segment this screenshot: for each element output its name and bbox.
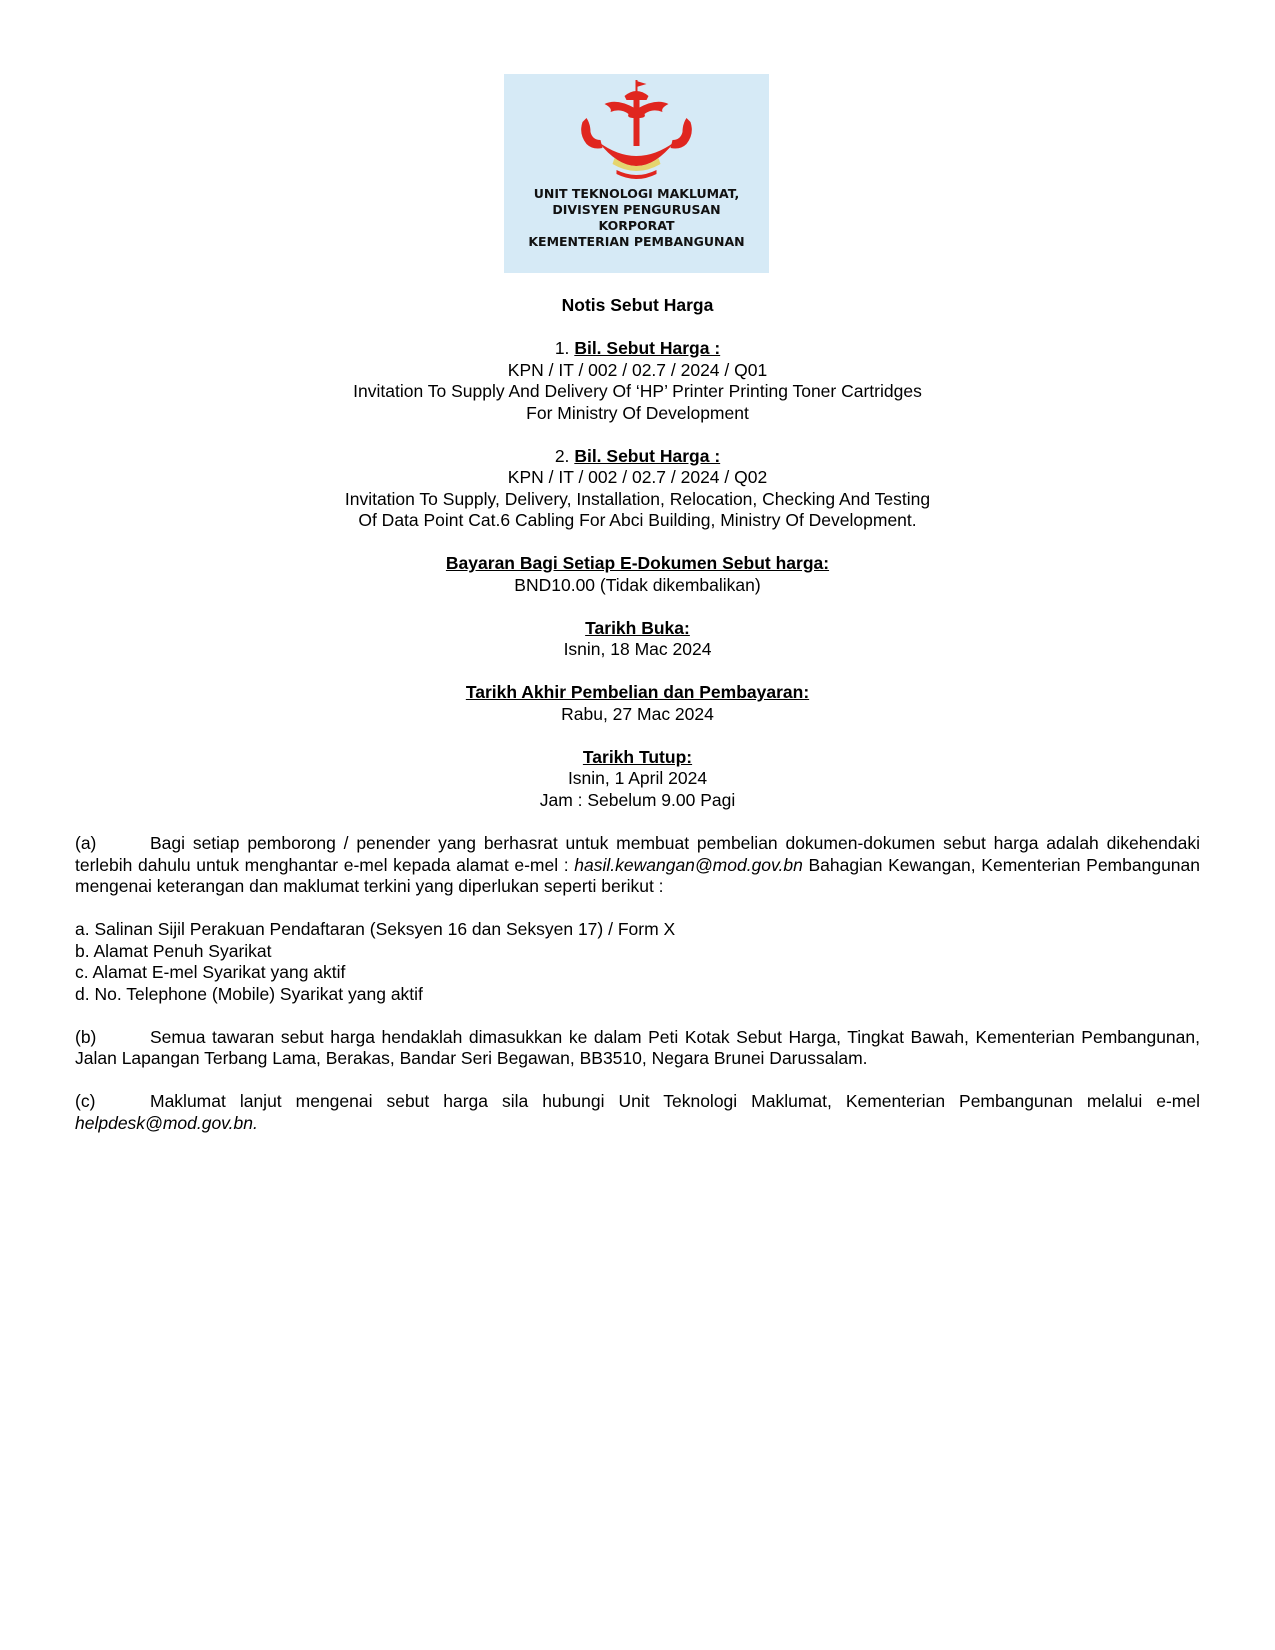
helpdesk-email-link[interactable]: helpdesk@mod.gov.bn. <box>75 1112 258 1133</box>
notice-body <box>75 833 1200 1134</box>
closing-time-value: Jam : Sebelum 9.00 Pagi <box>539 789 736 810</box>
quotation-1-desc-2: For Ministry Of Development <box>526 402 749 423</box>
paragraph-c-text: Maklumat lanjut mengenai sebut harga sila hubungi Unit Teknologi Maklumat, Kementerian Pembangunan melalui e-mel <box>150 1091 1200 1111</box>
paragraph-a-text-1: Bagi setiap pemborong / penender yang berhasrat untuk membuat pembelian dokumen-dokumen sebut harga adalah dikehendaki terlebih dahulu untuk menghantar e-mel kepada alamat e-mel : <box>75 833 1200 875</box>
paragraph-a <box>75 833 1200 898</box>
notice-title: Notis Sebut Harga <box>561 295 714 315</box>
closing-date-heading: Tarikh Tutup: <box>582 746 693 767</box>
list-item: d. No. Telephone (Mobile) Syarikat yang aktif <box>75 983 423 1004</box>
notice-summary <box>200 295 1075 811</box>
logo-line-4: KEMENTERIAN PEMBANGUNAN <box>528 234 745 249</box>
quotation-1-number: 1. <box>554 338 570 358</box>
paragraph-b-text: Semua tawaran sebut harga hendaklah dimasukkan ke dalam Peti Kotak Sebut Harga, Tingkat Bawah, Kementerian Pembangunan, Jalan Lapangan Terbang Lama, Berakas, Bandar Seri Begawan, BB3510, Negara Brunei Darussalam. <box>75 1026 1200 1068</box>
quotation-2-desc-1: Invitation To Supply, Delivery, Installation, Relocation, Checking And Testing <box>344 488 931 509</box>
list-item: b. Alamat Penuh Syarikat <box>75 940 272 961</box>
quotation-2-desc-2: Of Data Point Cat.6 Cabling For Abci Building, Ministry Of Development. <box>358 510 917 530</box>
quotation-2-heading <box>200 446 1075 468</box>
quotation-2-ref: KPN / IT / 002 / 02.7 / 2024 / Q02 <box>507 467 768 487</box>
logo-line-3: KORPORAT <box>598 218 675 233</box>
quotation-2-number: 2. <box>554 445 570 466</box>
paragraph-a-label: (a) <box>75 833 97 853</box>
payment-heading: Bayaran Bagi Setiap E-Dokumen Sebut harga: <box>445 553 830 573</box>
last-purchase-value: Rabu, 27 Mac 2024 <box>561 703 714 724</box>
quotation-2-heading-label: Bil. Sebut Harga : <box>574 445 721 466</box>
paragraph-b <box>75 1027 1200 1070</box>
paragraph-c-label: (c) <box>75 1091 96 1111</box>
paragraph-a-text-2: Bahagian Kewangan, Kementerian Pembangunan mengenai keterangan dan maklumat terkini yang diperlukan seperti berikut : <box>75 854 1200 896</box>
quotation-1-heading <box>200 338 1075 360</box>
last-purchase-heading: Tarikh Akhir Pembelian dan Pembayaran: <box>465 682 810 702</box>
quotation-1-heading-label: Bil. Sebut Harga : <box>574 338 721 358</box>
closing-date-value: Isnin, 1 April 2024 <box>567 768 708 788</box>
requirements-list <box>75 919 1200 1005</box>
list-item: c. Alamat E-mel Syarikat yang aktif <box>75 962 346 982</box>
finance-email-link[interactable]: hasil.kewangan@mod.gov.bn <box>574 854 803 875</box>
logo-line-2: DIVISYEN PENGURUSAN <box>552 202 721 217</box>
open-date-heading: Tarikh Buka: <box>585 617 690 638</box>
quotation-1-desc-1: Invitation To Supply And Delivery Of ‘HP’ Printer Printing Toner Cartridges <box>353 381 922 401</box>
list-item: a. Salinan Sijil Perakuan Pendaftaran (Seksyen 16 dan Seksyen 17) / Form X <box>75 919 676 939</box>
logo-text <box>504 186 769 250</box>
paragraph-b-label: (b) <box>75 1026 97 1047</box>
open-date-value: Isnin, 18 Mac 2024 <box>563 639 712 659</box>
logo-line-1: UNIT TEKNOLOGI MAKLUMAT, <box>533 186 740 201</box>
payment-value: BND10.00 (Tidak dikembalikan) <box>514 574 761 595</box>
paragraph-c <box>75 1091 1200 1134</box>
brunei-crest-icon <box>576 78 697 182</box>
quotation-1-ref: KPN / IT / 002 / 02.7 / 2024 / Q01 <box>507 359 768 380</box>
ministry-logo <box>504 74 769 273</box>
